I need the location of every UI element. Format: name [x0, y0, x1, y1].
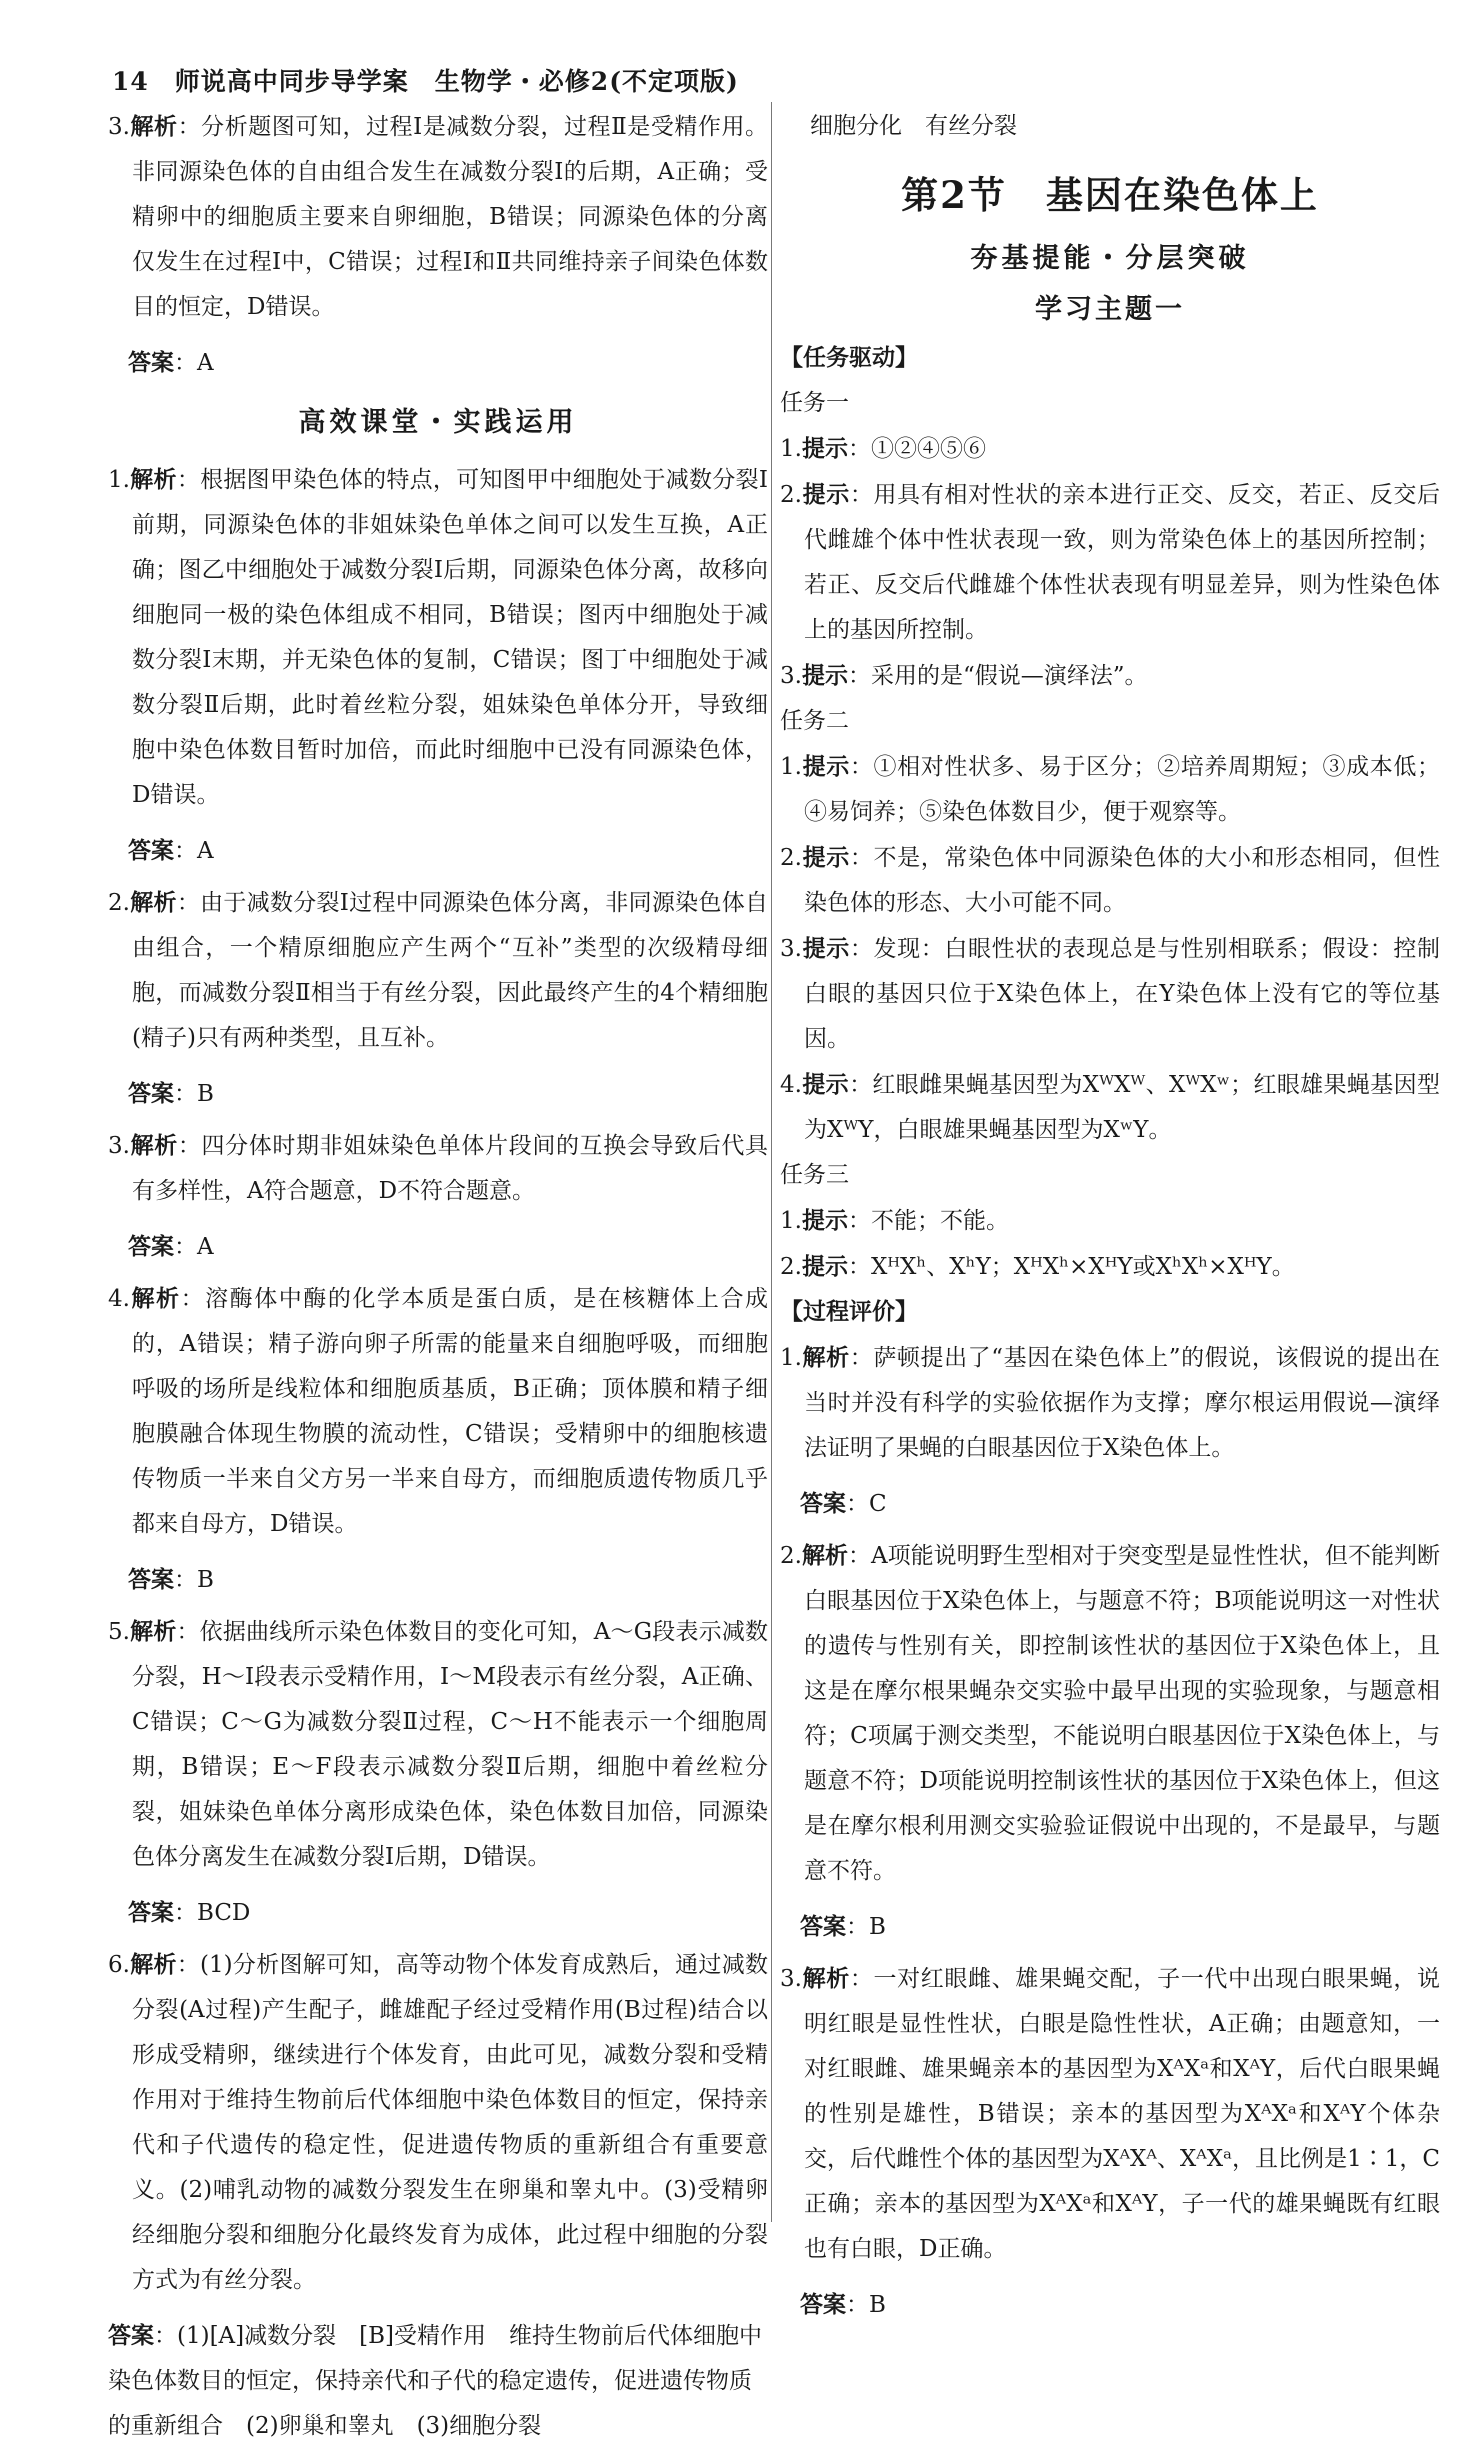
hint-item: 1.提示：①②④⑤⑥ [780, 435, 986, 462]
answer-line: 答案：B [800, 2291, 886, 2318]
explanation-item: 2.解析：由于减数分裂Ⅰ过程中同源染色体分离，非同源染色体自由组合，一个精原细胞应产生两个“互补”类型的次级精母细胞，而减数分裂Ⅱ相当于有丝分裂，因此最终产生的4个精细胞(精子)只有两种类型，且互补。 [108, 889, 768, 1051]
section-heading: 夯基提能・分层突破 [970, 243, 1250, 274]
task-label: 任务三 [780, 1162, 849, 1188]
hint-item: 3.提示：采用的是“假说—演绎法”。 [780, 662, 1148, 689]
right-column [780, 104, 1440, 2334]
answer-line: 答案：B [128, 1080, 214, 1107]
chapter-title: 第2节 基因在染色体上 [901, 173, 1319, 217]
answer-line: 答案：(1)[A]减数分裂 [B]受精作用 维持生物前后代体细胞中染色体数目的恒定，保持亲代和子代的稳定遗传，促进遗传物质的重新组合 (2)卵巢和睾丸 (3)细胞分裂 [108, 2322, 762, 2439]
answer-line: 答案：A [128, 349, 214, 376]
explanation-item: 1.解析：根据图甲染色体的特点，可知图甲中细胞处于减数分裂Ⅰ前期，同源染色体的非姐妹染色单体之间可以发生互换，A正确；图乙中细胞处于减数分裂Ⅰ后期，同源染色体分离，故移向细胞同一极的染色体组成不相同，B错误；图丙中细胞处于减数分裂Ⅰ末期，并无染色体的复制，C错误；图丁中细胞处于减数分裂Ⅱ后期，此时着丝粒分裂，姐妹染色单体分开，导致细胞中染色体数目暂时加倍，而此时细胞中已没有同源染色体，D错误。 [108, 466, 768, 808]
explanation-item: 2.解析：A项能说明野生型相对于突变型是显性性状，但不能判断白眼基因位于X染色体上，与题意不符；B项能说明这一对性状的遗传与性别有关，即控制该性状的基因位于X染色体上，且这是在摩尔根果蝇杂交实验中最早出现的实验现象，与题意相符；C项属于测交类型，不能说明白眼基因位于X染色体上，与题意不符；D项能说明控制该性状的基因位于X染色体上，但这是在摩尔根利用测交实验验证假说中出现的，不是最早，与题意不符。 [780, 1542, 1440, 1884]
answer-line: 答案：A [128, 837, 214, 864]
column-divider [771, 102, 772, 2222]
task-label: 任务二 [780, 708, 849, 734]
explanation-item: 3.解析：一对红眼雌、雄果蝇交配，子一代中出现白眼果蝇，说明红眼是显性性状，白眼是隐性性状，A正确；由题意知，一对红眼雌、雄果蝇亲本的基因型为XᴬXᵃ和XᴬY，后代白眼果蝇的性别是雄性，B错误；亲本的基因型为XᴬXᵃ和XᴬY个体杂交，后代雌性个体的基因型为XᴬXᴬ、XᴬXᵃ，且比例是1∶1，C正确；亲本的基因型为XᴬXᵃ和XᴬY，子一代的雄果蝇既有红眼也有白眼，D正确。 [780, 1965, 1441, 2262]
process-eval-heading: 【过程评价】 [780, 1299, 918, 1325]
section-heading: 高效课堂・实践运用 [298, 407, 578, 438]
explanation-item: 5.解析：依据曲线所示染色体数目的变化可知，A～G段表示减数分裂，H～I段表示受精作用，I～M段表示有丝分裂，A正确、C错误；C～G为减数分裂Ⅱ过程，C～H不能表示一个细胞周期，B错误；E～F段表示减数分裂Ⅱ后期，细胞中着丝粒分裂，姐妹染色单体分离形成染色体，染色体数目加倍，同源染色体分离发生在减数分裂Ⅰ后期，D错误。 [108, 1618, 769, 1870]
left-column [108, 104, 768, 2455]
topic-heading: 学习主题一 [1035, 294, 1185, 325]
hint-item: 4.提示：红眼雌果蝇基因型为XᵂXᵂ、XᵂXʷ；红眼雄果蝇基因型为XᵂY，白眼雄果蝇基因型为XʷY。 [780, 1071, 1441, 1143]
book-title: 师说高中同步导学案 生物学・必修2(不定项版) [174, 67, 739, 96]
hint-item: 1.提示：不能；不能。 [780, 1207, 1009, 1234]
task-drive-heading: 【任务驱动】 [780, 345, 918, 371]
answer-line: 答案：B [128, 1566, 214, 1593]
explanation-item: 1.解析：萨顿提出了“基因在染色体上”的假说，该假说的提出在当时并没有科学的实验依据作为支撑；摩尔根运用假说—演绎法证明了果蝇的白眼基因位于X染色体上。 [780, 1344, 1440, 1461]
hint-item: 3.提示：发现：白眼性状的表现总是与性别相联系；假设：控制白眼的基因只位于X染色体上，在Y染色体上没有它的等位基因。 [780, 935, 1441, 1052]
answer-line: 答案：B [800, 1913, 886, 1940]
hint-item: 2.提示：XᴴXʰ、XʰY；XᴴXʰ×XᴴY或XʰXʰ×XᴴY。 [780, 1253, 1295, 1280]
answer-line: 答案：A [128, 1233, 214, 1260]
answer-line: 答案：BCD [128, 1899, 251, 1926]
page-number: 14 [112, 67, 149, 96]
explanation-item: 3.解析：分析题图可知，过程Ⅰ是减数分裂，过程Ⅱ是受精作用。非同源染色体的自由组合发生在减数分裂Ⅰ的后期，A正确；受精卵中的细胞质主要来自卵细胞，B错误；同源染色体的分离仅发生在过程Ⅰ中，C错误；过程Ⅰ和Ⅱ共同维持亲子间染色体数目的恒定，D错误。 [108, 113, 769, 320]
continued-answer: 细胞分化 有丝分裂 [810, 113, 1017, 139]
hint-item: 2.提示：用具有相对性状的亲本进行正交、反交，若正、反交后代雌雄个体中性状表现一致，则为常染色体上的基因所控制；若正、反交后代雌雄个体性状表现有明显差异，则为性染色体上的基因所控制。 [780, 481, 1441, 643]
page-header [112, 62, 739, 98]
explanation-item: 3.解析：四分体时期非姐妹染色单体片段间的互换会导致后代具有多样性，A符合题意，D不符合题意。 [108, 1132, 769, 1204]
explanation-item: 6.解析：(1)分析图解可知，高等动物个体发育成熟后，通过减数分裂(A过程)产生配子，雌雄配子经过受精作用(B过程)结合以形成受精卵，继续进行个体发育，由此可见，减数分裂和受精作用对于维持生物前后代体细胞中染色体数目的恒定，保持亲代和子代遗传的稳定性，促进遗传物质的重新组合有重要意义。(2)哺乳动物的减数分裂发生在卵巢和睾丸中。(3)受精卵经细胞分裂和细胞分化最终发育为成体，此过程中细胞的分裂方式为有丝分裂。 [108, 1951, 768, 2293]
hint-item: 1.提示：①相对性状多、易于区分；②培养周期短；③成本低；④易饲养；⑤染色体数目少，便于观察等。 [780, 753, 1441, 825]
answer-line: 答案：C [800, 1490, 887, 1517]
hint-item: 2.提示：不是，常染色体中同源染色体的大小和形态相同，但性染色体的形态、大小可能不同。 [780, 844, 1441, 916]
task-label: 任务一 [780, 390, 849, 416]
explanation-item: 4.解析：溶酶体中酶的化学本质是蛋白质，是在核糖体上合成的，A错误；精子游向卵子所需的能量来自细胞呼吸，而细胞呼吸的场所是线粒体和细胞质基质，B正确；顶体膜和精子细胞膜融合体现生物膜的流动性，C错误；受精卵中的细胞核遗传物质一半来自父方另一半来自母方，而细胞质遗传物质几乎都来自母方，D错误。 [108, 1285, 769, 1537]
